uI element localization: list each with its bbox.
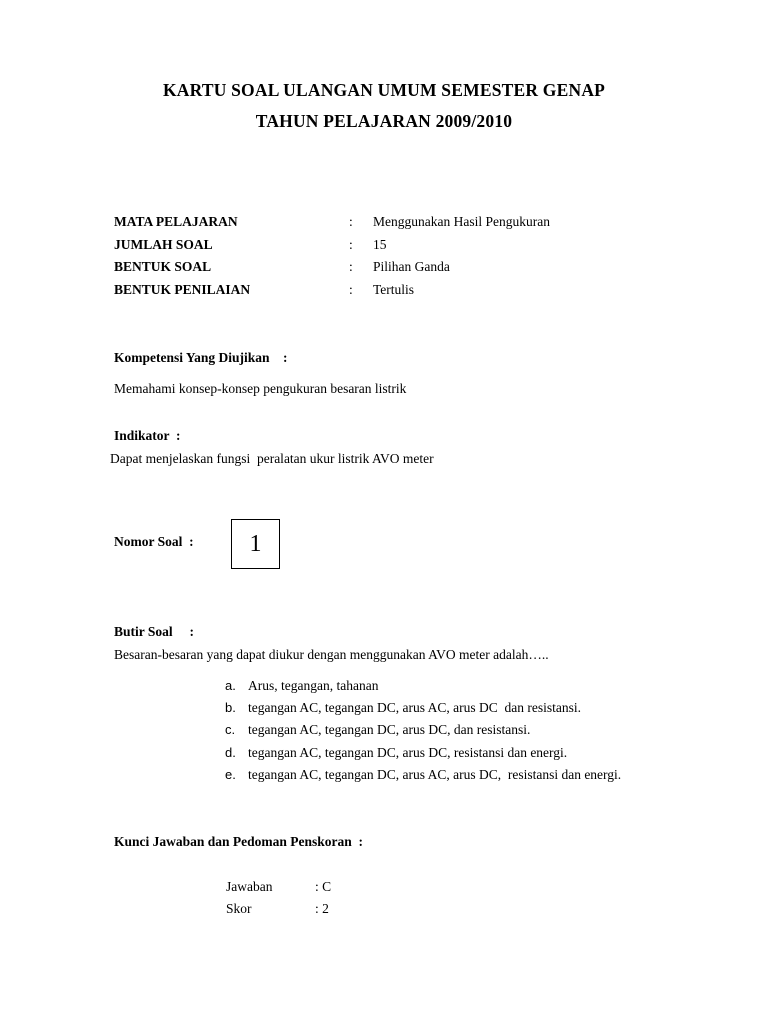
meta-label-bentuk-soal: BENTUK SOAL xyxy=(114,259,212,274)
option-text-a: Arus, tegangan, tahanan xyxy=(248,678,379,693)
jawaban-label: Jawaban xyxy=(226,879,273,894)
meta-colon: : xyxy=(349,259,353,274)
option-letter-b: b. xyxy=(225,700,236,715)
option-letter-d: d. xyxy=(225,745,236,760)
meta-colon: : xyxy=(349,237,353,252)
meta-value-bentuk-penilaian: Tertulis xyxy=(373,282,415,297)
indikator-label: Indikator : xyxy=(114,428,181,443)
meta-colon: : xyxy=(349,214,353,229)
meta-label-bentuk-penilaian: BENTUK PENILAIAN xyxy=(114,282,251,297)
meta-label-mata-pelajaran: MATA PELAJARAN xyxy=(114,214,238,229)
document-title-line1: KARTU SOAL ULANGAN UMUM SEMESTER GENAP xyxy=(162,80,606,100)
kunci-jawaban-label: Kunci Jawaban dan Pedoman Penskoran : xyxy=(114,834,364,849)
meta-colon: : xyxy=(349,282,353,297)
indikator-text: Dapat menjelaskan fungsi peralatan ukur listrik AVO meter xyxy=(110,451,434,466)
nomor-soal-label: Nomor Soal : xyxy=(114,534,194,549)
meta-value-bentuk-soal: Pilihan Ganda xyxy=(373,259,450,274)
kompetensi-label: Kompetensi Yang Diujikan : xyxy=(114,350,288,365)
option-letter-c: c. xyxy=(225,722,236,737)
skor-value: : 2 xyxy=(315,901,329,916)
jawaban-value: : C xyxy=(315,879,332,894)
option-text-b: tegangan AC, tegangan DC, arus AC, arus DC dan resistansi. xyxy=(248,700,581,715)
option-text-d: tegangan AC, tegangan DC, arus DC, resistansi dan energi. xyxy=(248,745,568,760)
meta-value-mata-pelajaran: Menggunakan Hasil Pengukuran xyxy=(373,214,550,229)
kompetensi-text: Memahami konsep-konsep pengukuran besaran listrik xyxy=(114,381,407,396)
option-text-e: tegangan AC, tegangan DC, arus AC, arus DC, resistansi dan energi. xyxy=(248,767,622,782)
meta-value-jumlah-soal: 15 xyxy=(373,237,387,252)
option-letter-a: a. xyxy=(225,678,236,693)
meta-label-jumlah-soal: JUMLAH SOAL xyxy=(114,237,213,252)
skor-label: Skor xyxy=(226,901,252,916)
butir-soal-question: Besaran-besaran yang dapat diukur dengan menggunakan AVO meter adalah….. xyxy=(114,647,549,662)
option-text-c: tegangan AC, tegangan DC, arus DC, dan resistansi. xyxy=(248,722,531,737)
butir-soal-label: Butir Soal : xyxy=(114,624,195,639)
document-title-line2: TAHUN PELAJARAN 2009/2010 xyxy=(255,111,513,131)
nomor-soal-box: 1 xyxy=(231,519,280,569)
option-letter-e: e. xyxy=(225,767,236,782)
